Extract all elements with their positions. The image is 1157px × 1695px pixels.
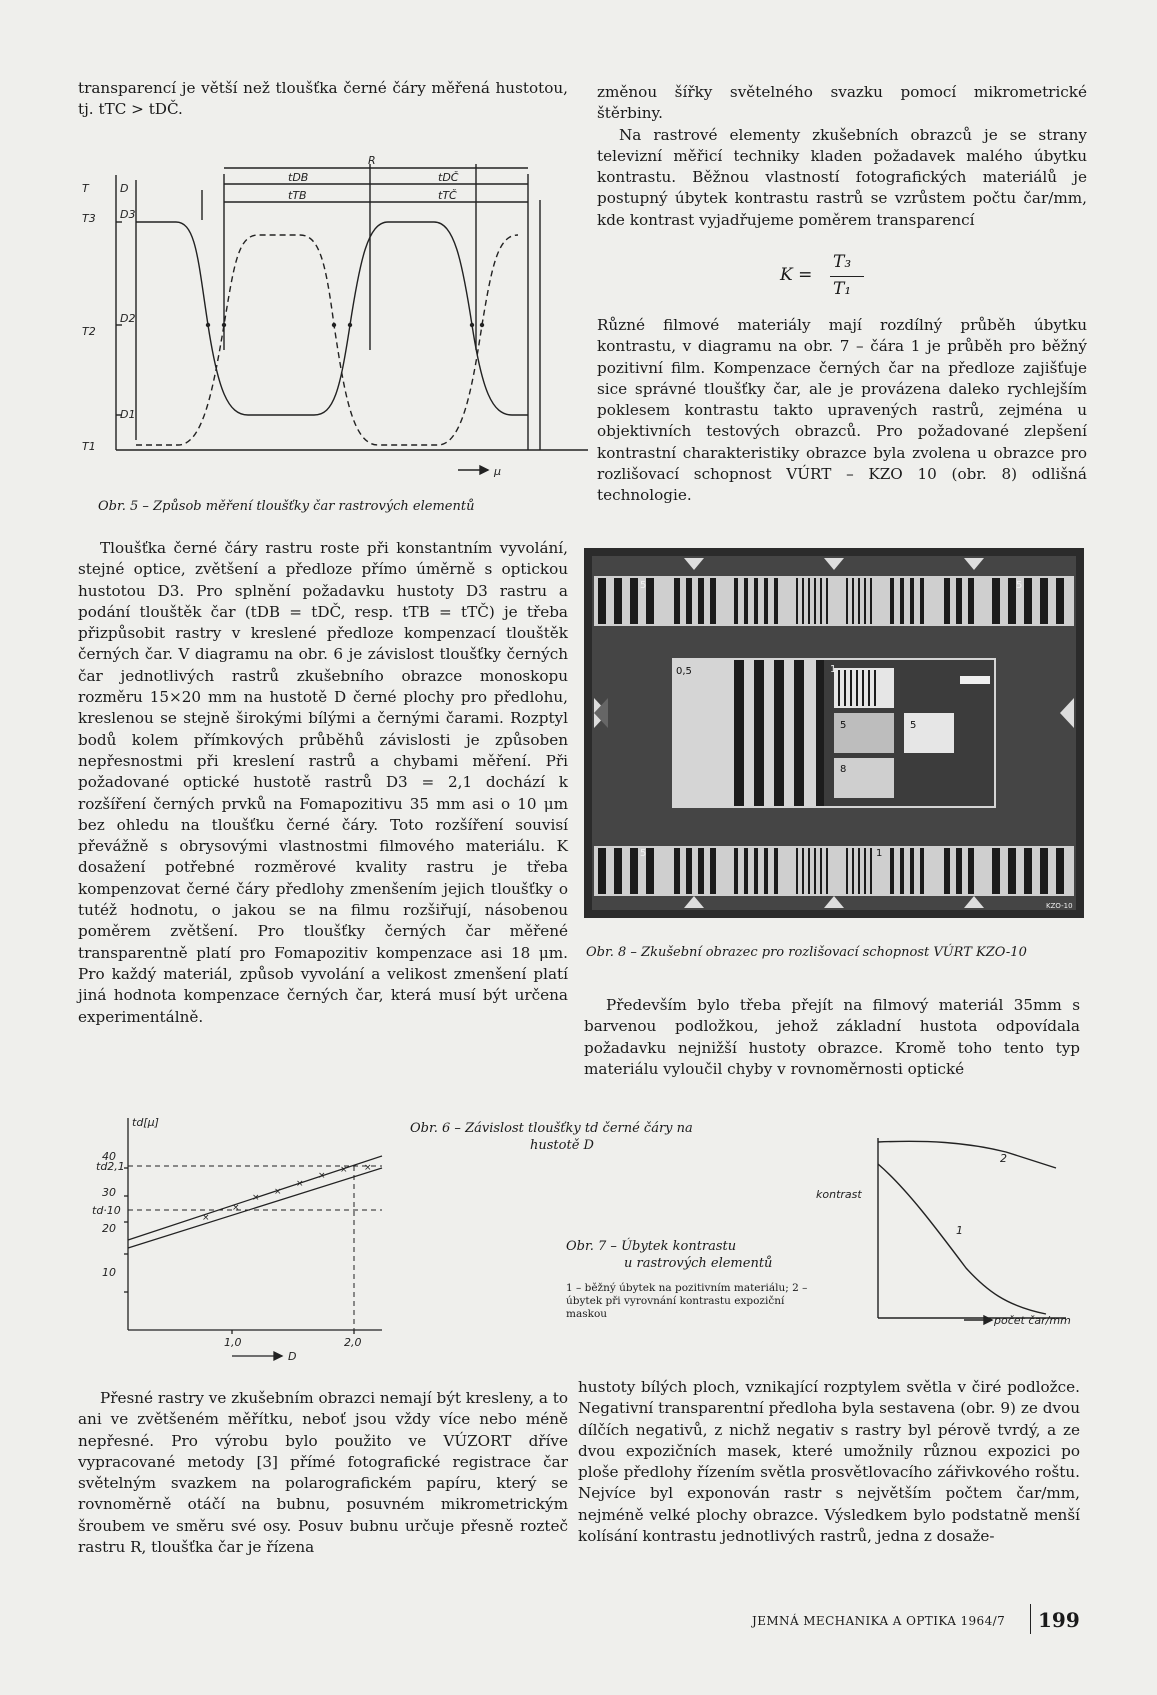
label-tTB: tTB [288,189,307,202]
caption-line: Obr. 6 – Závislost tloušťky td černé čáry na [410,1121,693,1136]
fig6-xlabel: D [288,1350,297,1363]
paragraph: Tloušťka černé čáry rastru roste při konstantním vyvolání, stejné optice, zvětšení a předloze přímo úměrně s optickou hustotou D3. Pro splnění požadavku hustoty D3 rastru a podání tlouštěk čar (tDB = tDČ, resp. tTB = tTČ) je třeba přizpůsobit rastry v kreslené předloze kompenzací tlouštěk černých čar. V diagramu na obr. 6 je závislost tloušťky černých čar jednotlivých rastrů zkušebního obrazce monoskopu rozměru 15×20 mm na hustotě D černé plochy pro předlohu, kreslenou se stejně širokými bílými a černými čarami. Rozptyl bodů kolem přímkových průběhů závislosti je způsoben nepřesnostmi při kreslení rastrů a chybami měření. Při požadované optické hustotě rastrů D3 = 2,1 dochází k rozšíření černých prvků na Fomapozitivu 35 mm asi o 10 μm bez ohledu na tloušťku černé čáry. Toto rozšíření souvisí převážně s obrysovými vlastnostmi filmového materiálu. K dosažení potřebné rozměrové kvality rastru je třeba kompenzovat černé čáry předlohy zmenšením jejich tloušťky o tutéž hodnotu, o jakou se na filmu rozšiřují, násobenou poměrem zvětšení. Pro tloušťky černých čar měřené transparentně platí pro Fomapozitiv kompenzace asi 18 μm. Pro každý materiál, způsob vyvolání a velikost zmenšení platí jiná hodnota kompenzace černých čar, která musí být určena experimentálně. [78,539,568,1026]
fig6-ytick: td2,1 [96,1160,125,1173]
label-D3: D3 [120,208,136,221]
pattern-number: 5 [640,580,647,591]
col1-bot-text [78,1388,568,1558]
paragraph: Na rastrové elementy zkušebních obrazců je se strany televizní měřicí techniky kladen požadavek malého úbytku kontrastu. Běžnou vlastností fotografických materiálů je postupný úbytek kontrastu rastrů se vzrůstem počtu čar/mm, kde kontrast vyjadřujeme poměrem transparencí [597,125,1087,229]
label-D1: D1 [120,408,136,421]
svg-text:×: × [274,1187,282,1197]
svg-text:×: × [340,1165,348,1175]
col1-top-text [78,78,568,121]
figure-7-caption [566,1238,826,1272]
fig7-curve-2-label: 2 [1000,1152,1007,1165]
label-T2: T2 [82,325,96,338]
svg-text:×: × [202,1213,210,1223]
curve-solid [136,222,528,415]
figure-5-caption: Obr. 5 – Způsob měření tloušťky čar rastrových elementů [98,499,475,514]
curve-2 [878,1141,1056,1168]
pattern-number: 5 [910,720,917,731]
label-tDC: tDČ [438,171,459,184]
pattern-number: 5 [1016,580,1023,591]
col1-mid-text [78,538,568,1028]
paragraph: Různé filmové materiály mají rozdílný průběh úbytku kontrastu, v diagramu na obr. 7 – čára 1 je průběh pro běžný pozitivní film. Kompenzace černých čar na předloze zajišťuje sice správné tloušťky čar, ale je provázena daleko rychlejším poklesem kontrastu takto upravených rastrů, zejména u objektivních testových obrazců. Pro požadované zlepšení kontrastní charakteristiky obrazce byla zvolena u obrazce pro rozlišovací schopnost VÚRT – KZO 10 (obr. 8) odlišná technologie. [597,316,1087,505]
fig6-ytick: 30 [102,1186,116,1199]
svg-text:×: × [252,1193,260,1203]
label-R: R [368,154,376,167]
contrast-formula [780,252,900,304]
figure-7-legend: 1 – běžný úbytek na pozitivním materiálu; 2 – úbytek při vyrovnání kontrastu expoziční maskou [566,1282,808,1320]
fig6-ytick: 20 [102,1222,116,1235]
figure-7-chart [816,1128,1076,1338]
figure-5-diagram [78,150,598,485]
label-D: D [120,182,129,195]
svg-text:×: × [318,1171,326,1181]
svg-text:×: × [364,1163,372,1173]
formula-bar [830,276,864,277]
fig6-xtick: 1,0 [224,1336,242,1349]
paragraph: Především bylo třeba přejít na filmový materiál 35mm s barvenou podložkou, jehož základní hustota odpovídala požadavku nejnižší hustoty obrazce. Kromě toho tento typ materiálu vyloučil chyby v rovnoměrnosti optické [584,996,1080,1078]
caption-line: hustotě D [530,1138,594,1153]
label-D2: D2 [120,312,136,325]
label-mu: μ [494,465,501,478]
label-tDB: tDB [288,171,309,184]
paragraph: změnou šířky světelného svazku pomocí mikrometrické štěrbiny. [597,83,1087,123]
label-T1: T1 [82,440,96,453]
paragraph: hustoty bílých ploch, vznikající rozptylem světla v čiré podložce. Negativní transparentní předloha byla sestavena (obr. 9) ze dvou dílčích negativů, z nichž negativ s rastry byl pérově tvrdý, a ze dvou expozičních masek, které umožnily různou expozici po ploše předlohy řízením světla prosvětlovacího zářivkového roštu. Nejvíce byl exponován rastr s největším počtem čar/mm, nejméně velké plochy obrazce. Výsledkem bylo podstatně menší kolísání kontrastu jednotlivých rastrů, jedna z dosaže- [578,1378,1080,1546]
label-T: T [82,182,89,195]
page-number: 199 [1038,1608,1080,1632]
formula-left: K = [780,265,813,285]
pattern-label: KZO-10 [1046,902,1073,910]
pattern-number: 1 [830,664,837,675]
col2-mid-text [584,995,1080,1080]
fig6-xtick: 2,0 [344,1336,362,1349]
fig7-curve-1-label: 1 [956,1224,963,1237]
fig6-ytick: td·10 [92,1204,121,1217]
figure-6-caption [410,1120,750,1154]
fig7-xlabel: počet čar/mm [994,1314,1071,1327]
figure-6-chart [82,1108,392,1368]
pattern-number: 8 [840,764,847,775]
pattern-number: 1 [876,848,883,859]
svg-text:×: × [232,1203,240,1213]
figure-8-test-pattern [584,548,1084,918]
pattern-number: 0,5 [676,666,692,677]
col2-text-2 [597,315,1087,507]
fig6-ytick: 10 [102,1266,116,1279]
journal-name: JEMNÁ MECHANIKA A OPTIKA 1964/7 [752,1614,1006,1628]
formula-denominator: T₁ [833,279,852,299]
curve-1 [878,1164,1046,1314]
footer-divider [1030,1604,1031,1634]
pattern-number: 5 [840,720,847,731]
fig6-ytick: 40 [102,1150,116,1163]
caption-line: Obr. 7 – Úbytek kontrastu [566,1239,737,1254]
pattern-number: 5 [640,848,647,859]
caption-line: u rastrových elementů [624,1256,773,1271]
figure-8-caption: Obr. 8 – Zkušební obrazec pro rozlišovací schopnost VÚRT KZO-10 [586,945,1027,960]
fig7-ylabel: kontrast [816,1188,862,1201]
paragraph: transparencí je větší než tloušťka černé čáry měřená hustotou, tj. tTC > tDČ. [78,79,568,119]
col2-bot-text [578,1377,1080,1547]
label-T3: T3 [82,212,96,225]
fig6-ylabel: td[μ] [132,1116,159,1129]
formula-numerator: T₃ [833,252,852,272]
paragraph: Přesné rastry ve zkušebním obrazci nemají být kresleny, a to ani ve zvětšeném měřítku, neboť jsou vždy více nebo méně nepřesné. Pro výrobu bylo použito ve VÚZORT dříve vypracované metody [3] přímé fotografické registrace čar světelným svazkem na polarografickém papíru, který se rovnoměrně otáčí na bubnu, posuvném mikrometrickým šroubem ve směru své osy. Posuv bubnu určuje přesně rozteč rastru R, tloušťka čar je řízena [78,1389,568,1557]
col2-top-text [597,82,1087,231]
label-tTC: tTČ [438,189,457,202]
svg-text:×: × [296,1179,304,1189]
